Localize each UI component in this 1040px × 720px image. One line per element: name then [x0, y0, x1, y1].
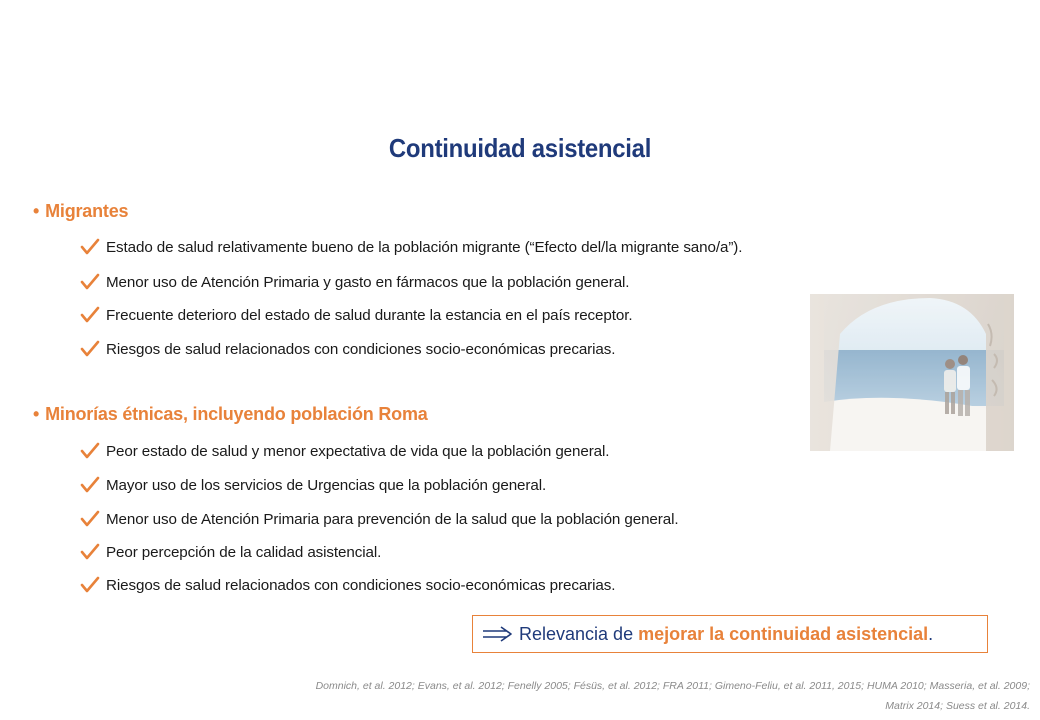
checkmark-icon	[80, 339, 100, 359]
callout-emphasis: mejorar la continuidad asistencial	[638, 623, 929, 644]
double-right-arrow-icon	[481, 626, 513, 642]
list-item	[80, 474, 546, 496]
references	[110, 676, 1030, 716]
references-line: Matrix 2014; Suess et al. 2014.	[885, 700, 1030, 712]
references-line: Domnich, et al. 2012; Evans, et al. 2012; Fenelly 2005; Fésüs, et al. 2012; FRA 2011; Gimeno-Feliu, et al. 2011, 2015; HUMA 2010; Masseria, et al. 2009;	[315, 680, 1030, 692]
list-item	[80, 304, 632, 326]
list-item-text: Riesgos de salud relacionados con condiciones socio-económicas precarias.	[106, 576, 616, 594]
slide-title: Continuidad asistencial	[388, 133, 652, 163]
list-item	[80, 440, 609, 462]
bullet: •	[33, 201, 40, 221]
list-item-text: Frecuente deterioro del estado de salud durante la estancia en el país receptor.	[106, 306, 633, 324]
list-item	[80, 236, 742, 258]
list-item	[80, 541, 381, 563]
list-item	[80, 338, 615, 360]
list-item-text: Menor uso de Atención Primaria para prevención de la salud que la población general.	[106, 510, 679, 528]
checkmark-icon	[80, 305, 100, 325]
checkmark-icon	[80, 441, 100, 461]
section-heading-label: Minorías étnicas, incluyendo población Roma	[45, 404, 428, 424]
list-item-text: Mayor uso de los servicios de Urgencias que la población general.	[106, 476, 547, 494]
section-heading-migrantes	[33, 201, 128, 222]
conclusion-callout	[472, 615, 988, 653]
checkmark-icon	[80, 509, 100, 529]
checkmark-icon	[80, 237, 100, 257]
callout-suffix: .	[928, 623, 934, 644]
decorative-photo	[810, 294, 1014, 451]
list-item-text: Estado de salud relativamente bueno de la población migrante (“Efecto del/la migrante sano/a”).	[106, 238, 743, 256]
list-item-text: Menor uso de Atención Primaria y gasto en fármacos que la población general.	[106, 273, 630, 291]
checkmark-icon	[80, 542, 100, 562]
checkmark-icon	[80, 272, 100, 292]
list-item-text: Peor estado de salud y menor expectativa de vida que la población general.	[106, 442, 610, 460]
list-item	[80, 508, 678, 530]
checkmark-icon	[80, 475, 100, 495]
bullet: •	[33, 404, 40, 424]
list-item	[80, 574, 615, 596]
list-item	[80, 271, 629, 293]
list-item-text: Riesgos de salud relacionados con condiciones socio-económicas precarias.	[106, 340, 616, 358]
section-heading-label: Migrantes	[45, 201, 129, 221]
list-item-text: Peor percepción de la calidad asistencial.	[106, 543, 382, 561]
checkmark-icon	[80, 575, 100, 595]
section-heading-minorias	[33, 404, 428, 425]
callout-prefix: Relevancia de	[519, 623, 634, 644]
